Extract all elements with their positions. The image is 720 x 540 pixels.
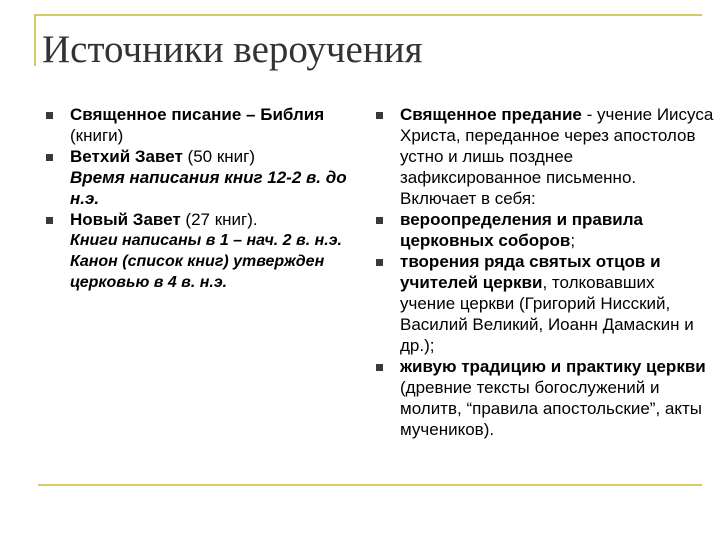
list-item-tradition (372, 104, 714, 209)
item-bold: Священное писание – Библия (70, 105, 325, 124)
item-bold: творения ряда святых отцов и учителей церкви (400, 252, 661, 292)
decor-bottom-line (38, 484, 702, 486)
list-item-councils (372, 209, 714, 251)
item-bold: живую традицию и практику церкви (400, 357, 706, 376)
item-italic: Книги написаны в 1 – нач. 2 в. н.э. Канон (список книг) утвержден церковью в 4 в. н.э. (70, 232, 342, 291)
list-item-new-testament (42, 209, 362, 293)
item-text: (древние тексты богослужений и молитв, “правила апостольские”, акты мучеников). (400, 378, 702, 439)
item-bold: вероопределения и правила церковных соборов (400, 210, 644, 250)
left-column (42, 104, 362, 293)
item-text: , толковавших учение церкви (Григорий Нисский, Василий Великий, Иоанн Дамаскин и др.); (400, 273, 694, 355)
slide-title: Источники вероучения (42, 28, 423, 71)
decor-top-line (34, 14, 702, 16)
item-bold: Священное предание (400, 105, 582, 124)
item-text: (27 книг). (180, 210, 258, 229)
list-item-scripture (42, 104, 362, 146)
item-text: (книги) (70, 126, 124, 145)
list-item-church-fathers (372, 251, 714, 356)
square-bullet-icon (376, 259, 383, 266)
item-text: (50 книг) (182, 147, 256, 166)
square-bullet-icon (46, 112, 53, 119)
square-bullet-icon (46, 217, 53, 224)
right-column (372, 104, 714, 440)
square-bullet-icon (376, 364, 383, 371)
item-italic: Время написания книг 12-2 в. до н.э. (70, 168, 347, 208)
item-bold: Новый Завет (70, 210, 181, 229)
item-bold: Ветхий Завет (70, 147, 183, 166)
square-bullet-icon (376, 217, 383, 224)
list-item-old-testament (42, 146, 362, 209)
list-item-living-tradition (372, 356, 714, 440)
item-text: ; (570, 231, 576, 250)
decor-vertical-line (34, 14, 36, 66)
item-text: - учение Иисуса Христа, переданное через апостолов устно и лишь позднее зафиксированное письменно. Включает в себя: (400, 105, 714, 208)
square-bullet-icon (46, 154, 53, 161)
square-bullet-icon (376, 112, 383, 119)
